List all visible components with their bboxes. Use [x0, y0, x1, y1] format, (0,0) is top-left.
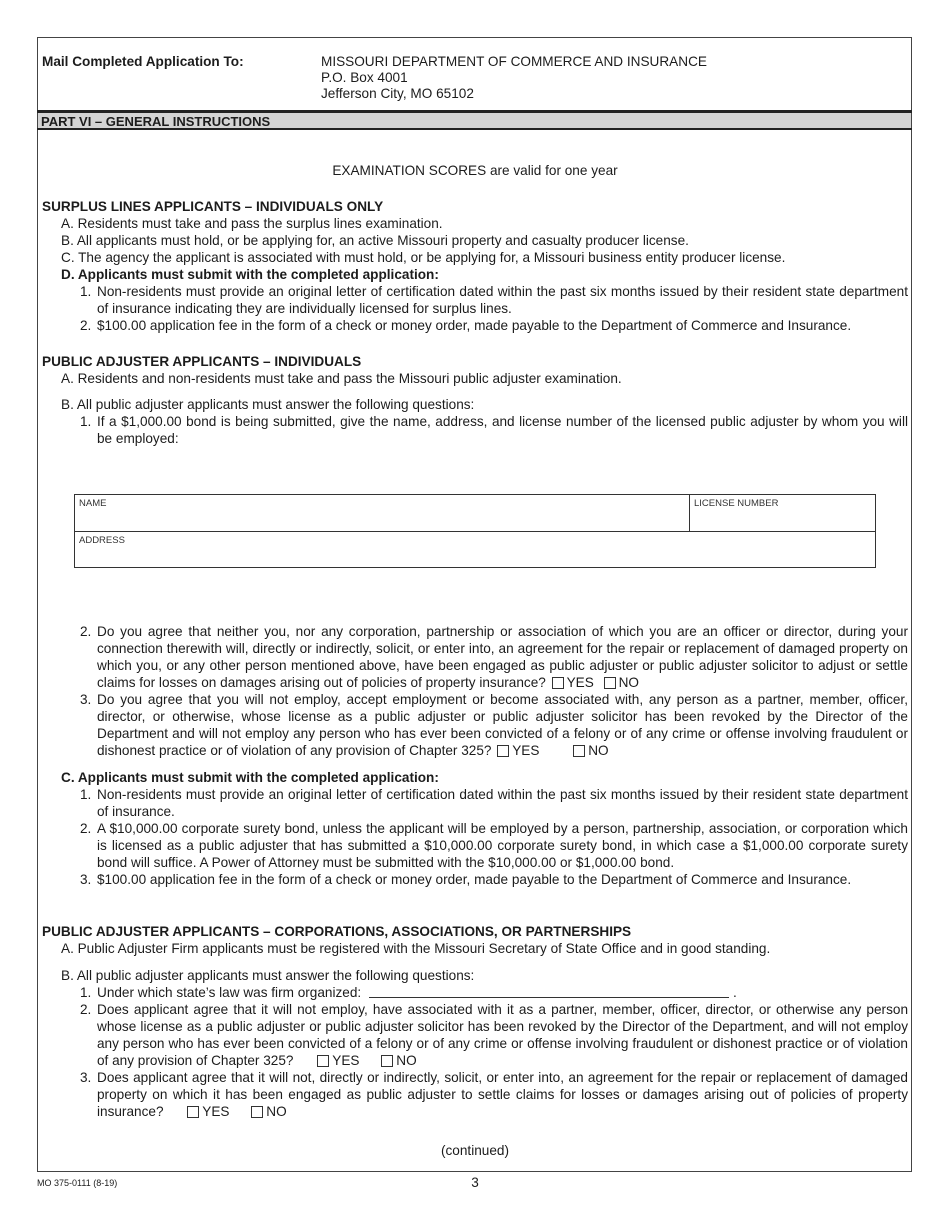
address-field[interactable]	[76, 546, 874, 566]
form-id: MO 375-0111 (8-19)	[37, 1178, 118, 1188]
b2-yes-checkbox[interactable]	[552, 677, 564, 689]
b3-yes-label: YES	[512, 743, 540, 758]
page-number: 3	[471, 1175, 479, 1190]
corp-b3-no-checkbox[interactable]	[251, 1106, 263, 1118]
corp-b3-no-label: NO	[266, 1104, 287, 1119]
pa-corp-b2-text: Does applicant agree that it will not employ, have associated with it as a partner, member, officer, director, or otherwise any person whose license as a public adjuster or public adjuster solicitor has been revoked by the Director of the Department, and will not employ any person who has ever been convicted of a felony or of any crime or offense involving fraudulent or dishonest practice or of violation of any provision of Chapter 325?	[97, 1002, 908, 1068]
pa-individual-c2-text: A $10,000.00 corporate surety bond, unless the applicant will be employed by a person, partnership, association, or corporation which is licensed as a public adjuster that has submitted a $10,000.00 corporate surety bond, in which case a $1,000.00 corporate surety bond will suffice. A Power of Attorney must be submitted with the $10,000.00 or $1,000.00 bond.	[97, 821, 908, 870]
corp-b3-yes-label: YES	[202, 1104, 230, 1119]
pa-individual-b3-question	[97, 691, 908, 759]
surplus-d1-number: 1.	[80, 284, 92, 299]
pa-individual-b2-text: Do you agree that neither you, nor any corporation, partnership or association of which you are an officer or director, during your connection therewith will, directly or indirectly, solicit, or enter into, an agreement for the repair or replacement of damaged property on which you, or any other person mentioned above, have been engaged as public adjuster or public adjuster solicitor to adjust or settle claims for losses on damages arising out of policies of property insurance?	[97, 624, 908, 690]
pa-corp-b1-period: .	[732, 985, 737, 1000]
pa-individual-item-b: B. All public adjuster applicants must answer the following questions:	[61, 397, 475, 412]
b2-no-checkbox[interactable]	[604, 677, 616, 689]
pa-individual-item-c: C. Applicants must submit with the completed application:	[61, 770, 439, 785]
pa-corp-item-a: A. Public Adjuster Firm applicants must be registered with the Missouri Secretary of State Office and in good standing.	[61, 941, 771, 956]
address-line-2: P.O. Box 4001	[321, 70, 408, 85]
pa-corp-b1-question	[97, 984, 737, 1001]
pa-individual-b3-text: Do you agree that you will not employ, accept employment or become associated with, any person as a partner, member, officer, director, or otherwise, whose license as a public adjuster or public adjuster solicitor has been revoked by the Director of the Department and will not employ any person who has ever been convicted of a felony or of any crime or offense involving fraudulent or dishonest practice or of violation of any provision of Chapter 325?	[97, 692, 908, 758]
name-field[interactable]	[76, 509, 686, 529]
pa-individual-b1-text: If a $1,000.00 bond is being submitted, give the name, address, and license number of the licensed public adjuster by whom you will be employed:	[97, 414, 908, 446]
table-column-divider	[689, 495, 690, 531]
pa-corp-b2-number: 2.	[80, 1002, 92, 1017]
surplus-d1-text: Non-residents must provide an original letter of certification dated within the past six months issued by their resident state department of insurance indicating they are individually licensed for surplus lines.	[97, 284, 908, 316]
b3-yes-checkbox[interactable]	[497, 745, 509, 757]
b3-no-checkbox[interactable]	[573, 745, 585, 757]
surplus-item-b: B. All applicants must hold, or be applying for, an active Missouri property and casualty producer license.	[61, 233, 689, 248]
pa-individual-item-a: A. Residents and non-residents must take and pass the Missouri public adjuster examination.	[61, 371, 622, 386]
pa-individual-c1-number: 1.	[80, 787, 92, 802]
license-number-field-label: LICENSE NUMBER	[694, 498, 779, 509]
table-row-divider	[75, 531, 875, 532]
name-field-label: NAME	[79, 498, 107, 509]
corp-b2-no-label: NO	[396, 1053, 417, 1068]
address-line-1: MISSOURI DEPARTMENT OF COMMERCE AND INSURANCE	[321, 54, 707, 69]
address-field-label: ADDRESS	[79, 535, 125, 546]
pa-individual-heading: PUBLIC ADJUSTER APPLICANTS – INDIVIDUALS	[42, 354, 362, 369]
surplus-item-c: C. The agency the applicant is associated with must hold, or be applying for, a Missouri business entity producer license.	[61, 250, 786, 265]
pa-corp-heading: PUBLIC ADJUSTER APPLICANTS – CORPORATIONS, ASSOCIATIONS, OR PARTNERSHIPS	[42, 924, 632, 939]
pa-corp-b1-number: 1.	[80, 985, 92, 1000]
corp-b2-yes-checkbox[interactable]	[317, 1055, 329, 1067]
continued-note: (continued)	[440, 1143, 509, 1158]
pa-individual-b2-question	[97, 623, 908, 691]
corp-b2-yes-label: YES	[332, 1053, 360, 1068]
license-number-field[interactable]	[692, 509, 874, 529]
pa-corp-item-b: B. All public adjuster applicants must answer the following questions:	[61, 968, 475, 983]
b2-yes-label: YES	[566, 675, 594, 690]
surplus-d2-text: $100.00 application fee in the form of a check or money order, made payable to the Department of Commerce and Insurance.	[97, 318, 852, 333]
pa-corp-b3-question	[97, 1069, 908, 1120]
corp-b2-no-checkbox[interactable]	[381, 1055, 393, 1067]
part-title: PART VI – GENERAL INSTRUCTIONS	[41, 114, 271, 129]
pa-individual-b2-number: 2.	[80, 624, 92, 639]
adjuster-info-table	[74, 494, 876, 568]
exam-note: EXAMINATION SCORES are valid for one year	[332, 163, 618, 178]
pa-individual-c3-number: 3.	[80, 872, 92, 887]
corp-b3-yes-checkbox[interactable]	[187, 1106, 199, 1118]
mail-to-label: Mail Completed Application To:	[42, 54, 244, 69]
pa-individual-b3-number: 3.	[80, 692, 92, 707]
pa-corp-b3-text: Does applicant agree that it will not, directly or indirectly, solicit, or enter into, an agreement for the repair or replacement of damaged property on which it has been engaged as public adjuster to settle claims for losses or damages arising out of policies of property insurance?	[97, 1070, 908, 1119]
surplus-heading: SURPLUS LINES APPLICANTS – INDIVIDUALS ONLY	[42, 199, 384, 214]
b3-no-label: NO	[588, 743, 609, 758]
pa-corp-b2-question	[97, 1001, 908, 1069]
pa-individual-c1-text: Non-residents must provide an original letter of certification dated within the past six months issued by their resident state department of insurance.	[97, 787, 908, 819]
address-line-3: Jefferson City, MO 65102	[321, 86, 474, 101]
b2-no-label: NO	[618, 675, 639, 690]
pa-corp-b1-text: Under which state’s law was firm organized:	[97, 985, 362, 1000]
surplus-d2-number: 2.	[80, 318, 92, 333]
pa-individual-b1-number: 1.	[80, 414, 92, 429]
surplus-item-d: D. Applicants must submit with the completed application:	[61, 267, 439, 282]
surplus-item-a: A. Residents must take and pass the surplus lines examination.	[61, 216, 443, 231]
pa-corp-b3-number: 3.	[80, 1070, 92, 1085]
state-of-organization-field[interactable]	[369, 985, 729, 998]
pa-individual-c3-text: $100.00 application fee in the form of a check or money order, made payable to the Department of Commerce and Insurance.	[97, 872, 852, 887]
pa-individual-c2-number: 2.	[80, 821, 92, 836]
